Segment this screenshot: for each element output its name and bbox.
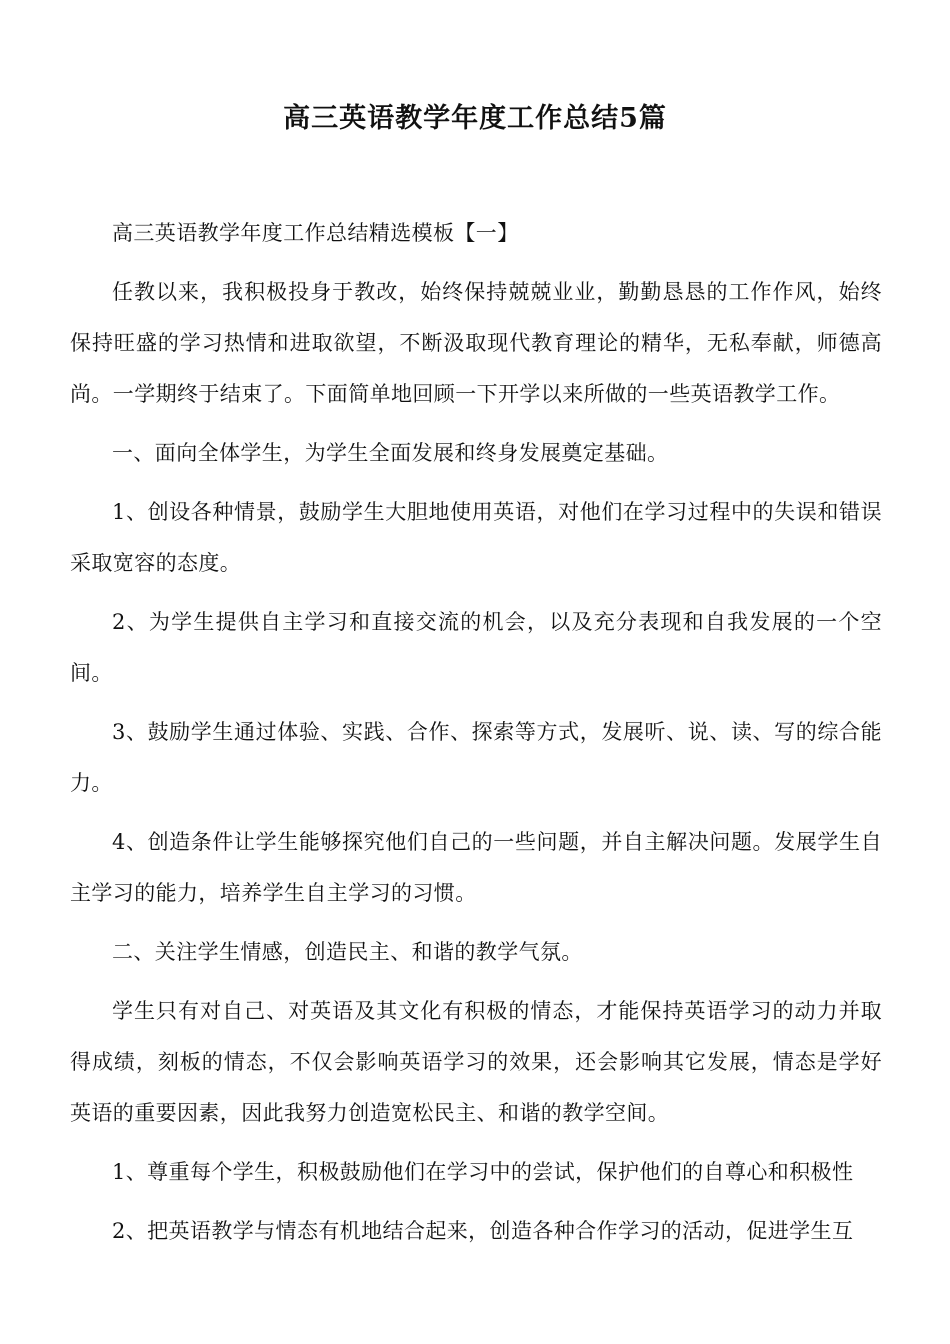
paragraph-section-heading: 高三英语教学年度工作总结精选模板【一】 [112, 221, 519, 245]
paragraph-point-4: 4、创造条件让学生能够探究他们自己的一些问题，并自主解决问题。发展学生自主学习的能力，培养学生自主学习的习惯。 [70, 830, 882, 905]
paragraph-point-2: 2、为学生提供自主学习和直接交流的机会，以及充分表现和自我发展的一个空间。 [70, 610, 882, 685]
document-title: 高三英语教学年度工作总结5篇 [283, 103, 667, 134]
paragraph-heading-one: 一、面向全体学生，为学生全面发展和终身发展奠定基础。 [112, 441, 669, 465]
paragraph-cooperation: 2、把英语教学与情态有机地结合起来，创造各种合作学习的活动，促进学生互 [112, 1219, 854, 1243]
paragraph-respect: 1、尊重每个学生，积极鼓励他们在学习中的尝试，保护他们的自尊心和积极性 [112, 1160, 854, 1184]
document-body [70, 208, 882, 1265]
paragraph-intro: 任教以来，我积极投身于教改，始终保持兢兢业业，勤勤恳恳的工作作风，始终保持旺盛的学习热情和进取欲望，不断汲取现代教育理论的精华，无私奉献，师德高尚。一学期终于结束了。下面简单地回顾一下开学以来所做的一些英语教学工作。 [70, 280, 882, 406]
paragraph-point-1: 1、创设各种情景，鼓励学生大胆地使用英语，对他们在学习过程中的失误和错误采取宽容的态度。 [70, 500, 882, 575]
paragraph-point-3: 3、鼓励学生通过体验、实践、合作、探索等方式，发展听、说、读、写的综合能力。 [70, 720, 882, 795]
paragraph-emotion: 学生只有对自己、对英语及其文化有积极的情态，才能保持英语学习的动力并取得成绩，刻板的情态，不仅会影响英语学习的效果，还会影响其它发展，情态是学好英语的重要因素，因此我努力创造宽松民主、和谐的教学空间。 [70, 999, 882, 1125]
paragraph-heading-two: 二、关注学生情感，创造民主、和谐的教学气氛。 [112, 940, 583, 964]
